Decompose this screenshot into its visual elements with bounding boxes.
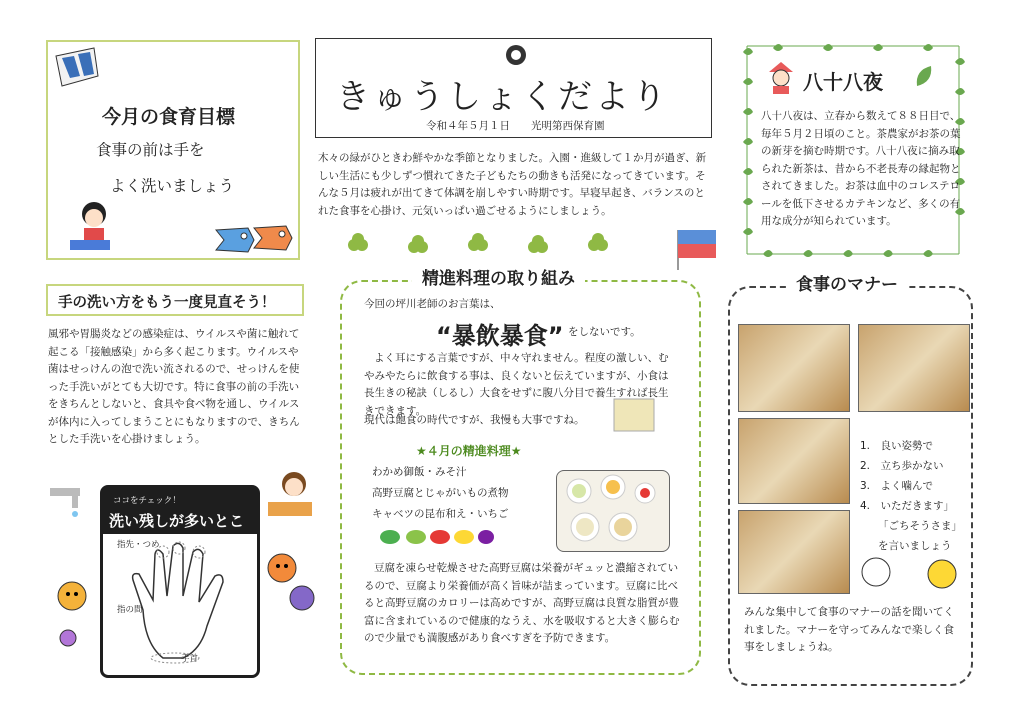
faucet-icon <box>44 480 92 520</box>
manners-title: 食事のマナー <box>788 270 906 295</box>
shojin-title: 精進料理の取り組み <box>412 264 585 289</box>
goal-box <box>46 40 300 260</box>
tea-picker-icon <box>765 60 797 94</box>
check-big-label: 洗い残しが多いところ <box>109 512 245 551</box>
koinobori-icon <box>214 222 294 256</box>
newsletter-title: きゅうしょくだより <box>336 77 669 117</box>
manners-photo-1 <box>738 324 850 412</box>
logo-icon <box>504 43 528 67</box>
check-panel <box>100 485 260 678</box>
manners-item-2: 2. 立ち歩かない <box>860 460 944 472</box>
tea-leaf-icon <box>913 64 935 90</box>
shojin-intro: 今回の坪川老師のお言葉は、 <box>364 298 501 310</box>
manners-item-4: 4. いただきます」 <box>860 500 955 512</box>
meal-dishes-icon <box>557 471 669 551</box>
date-line: 令和４年５月１日 光明第西保育園 <box>426 120 605 132</box>
handwash-title: 手の洗い方をもう一度見直そう！ <box>58 295 276 311</box>
child-washing-icon <box>264 470 316 520</box>
hachijuhachiya-text: 八十八夜は、立春から数えて８８日目で、毎年５月２日頃のこと。茶農家がお茶の葉の新芽を摘む時期です。八十八夜に摘み取られた新茶は、昔から不老長寿の縁起物とされてきました。お茶は血中のコレステロールを低下させるカテキンなど、多くの有用な成分が知られています。 <box>761 110 961 227</box>
masthead <box>315 38 712 138</box>
menu-item-1: わかめ御飯・みそ汁 <box>372 466 467 478</box>
vegetables-icon <box>376 525 496 549</box>
check-small-label: ココをチェック！ <box>113 496 181 506</box>
meal-photo <box>556 470 670 552</box>
manners-photo-3 <box>738 418 850 504</box>
kite-icon <box>52 46 102 94</box>
menu-title: ★４月の精進料理★ <box>416 444 522 458</box>
goal-line-1: 食事の前は手を <box>96 141 205 159</box>
handwash-title-box <box>46 284 304 316</box>
goal-line-2: よく洗いましょう <box>110 177 235 195</box>
child-illustration-icon <box>66 200 126 258</box>
manners-item-3: 3. よく噛んで <box>860 480 934 492</box>
shojin-body: よく耳にする言葉ですが、中々守れません。程度の激しい、むやみやたらに飲食する事は、良くないと伝えていますが、小食は長生きの秘訣（しるし）大食をせずに腹八分目で養生すれば長生きできます。 <box>364 352 669 417</box>
menu-item-3: キャベツの昆布和え・いちご <box>372 508 509 520</box>
manners-item-5: 「ごちそうさま」 <box>878 520 962 532</box>
manners-item-6: を言いましょう <box>878 540 952 552</box>
hachijuhachiya-box <box>733 42 973 260</box>
hachijuhachiya-title: 八十八夜 <box>803 70 883 94</box>
label-between-fingers: 指の間 <box>117 605 143 615</box>
monk-stamp-icon <box>612 395 656 435</box>
manners-list <box>860 436 962 556</box>
manners-photo-2 <box>858 324 970 412</box>
manners-caption: みんな集中して食事のマナーの話を聞いてくれました。マナーを守ってみんなで楽しく食事をしましょうね。 <box>744 606 954 653</box>
shojin-quote: “暴飲暴食” <box>436 322 564 350</box>
label-fingertips: 指先・つめ <box>117 540 160 550</box>
shojin-quote-after: をしないです。 <box>568 326 641 338</box>
menu-item-2: 高野豆腐とじゃがいもの煮物 <box>372 487 509 499</box>
mascot-icons <box>856 552 966 598</box>
intro-text: 木々の緑がひときわ鮮やかな季節となりました。入園・進級して１か月が過ぎ、新しい生活にも少しずつ慣れてきた子どもたちの動きも活発になってきています。そんな５月は疲れが出てきて体調を崩しやすい時期です。早寝早起き、バランスのとれた食事を心掛け、元気いっぱい過ごせるようにしましょう。 <box>318 152 707 217</box>
tofu-text: 豆腐を凍らせ乾燥させた高野豆腐は栄養がギュッと濃縮されているので、豆腐より栄養価が高く旨味が詰まっています。豆腐に比べると高野豆腐のカロリーは高めですが、高野豆腐は良質な脂質が豊富に含まれているので健康的なうえ、水を吸収すると大きく膨らむので少量でも満腹感があり食べすぎを予防できます。 <box>364 562 680 644</box>
clover-decoration-icon <box>340 233 640 259</box>
label-wrist: 手首 <box>181 654 199 664</box>
shojin-body-2: 現代は飽食の時代ですが、我慢も大事ですね。 <box>364 414 585 426</box>
goal-title: 今月の食育目標 <box>102 106 236 128</box>
flag-icon <box>672 226 720 270</box>
germ-icons <box>50 574 100 654</box>
manners-photo-4 <box>738 510 850 594</box>
handwash-text: 風邪や胃腸炎などの感染症は、ウイルスや菌に触れて起こる「接触感染」から多く起こります。ウイルスや菌はせっけんの泡で洗い流されるので、せっけんを使った手洗いがとても大切です。特に食事の前の手洗いをきちんとしないと、食具や食べ物を通し、ウイルスが体内に入ってしまうことにもなりますので、きちんとした手洗いを心掛けましょう。 <box>48 328 300 445</box>
germ-icons-right <box>262 548 322 618</box>
hand-outline-icon <box>123 540 243 670</box>
manners-item-1: 1. 良い姿勢で <box>860 440 934 452</box>
